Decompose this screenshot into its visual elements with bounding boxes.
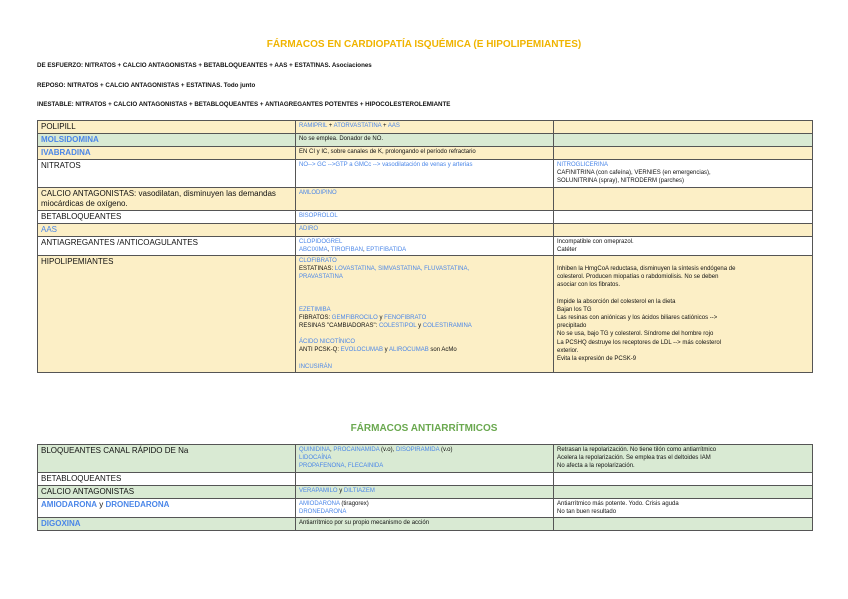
table-row — [38, 518, 813, 531]
cardio-table — [37, 120, 813, 373]
drug-name: CALCIO ANTAGONISTAS: vasodilatan, disminuyen las demandas miocárdicas de oxígeno. — [38, 187, 296, 210]
drug-name: NITRATOS — [38, 160, 296, 188]
drug-detail: BISOPROLOL — [296, 210, 554, 223]
drug-name: CALCIO ANTAGONISTAS — [38, 485, 296, 498]
drug-notes: NITROGLICERINA CAFINITRINA (con cafeína), VERNIES (en emergencias), SOLUNITRINA (spray), NITRODERM (parches) — [554, 160, 813, 188]
drug-detail — [296, 472, 554, 485]
table-row — [38, 160, 813, 188]
table-row — [38, 121, 813, 134]
section-title-antiarritmicos: FÁRMACOS ANTIARRÍTMICOS — [350, 423, 498, 434]
table-row — [38, 134, 813, 147]
intro-esfuerzo: DE ESFUERZO: NITRATOS + CALCIO ANTAGONISTAS + BETABLOQUEANTES + AAS + ESTATINAS. Asociaciones — [37, 62, 372, 69]
intro-reposo: REPOSO: NITRATOS + CALCIO ANTAGONISTAS + ESTATINAS. Todo junto — [37, 82, 256, 89]
drug-name: HIPOLIPEMIANTES — [38, 256, 296, 373]
table-row — [38, 210, 813, 223]
drug-notes — [554, 187, 813, 210]
table-row — [38, 498, 813, 517]
drug-notes: Antiarrítmico más potente. Yodo. Crisis aguda No tan buen resultado — [554, 498, 813, 517]
drug-name: BETABLOQUEANTES — [38, 472, 296, 485]
drug-detail: VERAPAMILO y DILTIAZEM — [296, 485, 554, 498]
table-row — [38, 485, 813, 498]
drug-notes — [554, 518, 813, 531]
drug-detail: QUINIDINA, PROCAINAMIDA (v.o), DISOPIRAMIDA (v.o) LIDOCAÍNA PROPAFENONA, FLECAINIDA — [296, 445, 554, 473]
drug-notes — [554, 223, 813, 236]
intro-inestable: INESTABLE: NITRATOS + CALCIO ANTAGONISTAS + BETABLOQUEANTES + ANTIAGREGANTES POTENTES + HIPOCOLESTEROLEMIANTE — [37, 101, 451, 108]
table-row — [38, 187, 813, 210]
table-row — [38, 236, 813, 255]
drug-notes — [554, 147, 813, 160]
drug-detail: AMLODIPINO — [296, 187, 554, 210]
drug-name: DIGOXINA — [38, 518, 296, 531]
drug-name: BETABLOQUEANTES — [38, 210, 296, 223]
drug-detail: CLOFIBRATO ESTATINAS: LOVASTATINA, SIMVASTATINA, FLUVASTATINA, PRAVASTATINA EZETIMIBA FIBRATOS: GEMFIBROCILO y FENOFIBRATO RESINAS "CAMBIADORAS": COLESTIPOL y COLESTIRAMINA ÁCIDO NICOTÍNICO ANTI PCSK-Q: EVOLOCUMAB y ALIROCUMAB son AcMo INCUSIRÁN — [296, 256, 554, 373]
drug-name: AAS — [38, 223, 296, 236]
drug-detail: No se emplea. Donador de NO. — [296, 134, 554, 147]
drug-name: POLIPILL — [38, 121, 296, 134]
drug-notes — [554, 485, 813, 498]
drug-notes — [554, 210, 813, 223]
drug-detail: NO--> GC -->GTP a GMCc --> vasodilatación de venas y arterias — [296, 160, 554, 188]
table-row — [38, 223, 813, 236]
table-row — [38, 147, 813, 160]
drug-notes — [554, 134, 813, 147]
page-title: FÁRMACOS EN CARDIOPATÍA ISQUÉMICA (E HIPOLIPEMIANTES) — [266, 39, 582, 50]
table-row — [38, 472, 813, 485]
table-row — [38, 256, 813, 373]
drug-name: ANTIAGREGANTES /ANTICOAGULANTES — [38, 236, 296, 255]
drug-notes: Incompatible con omeprazol. Catéter — [554, 236, 813, 255]
drug-notes — [554, 472, 813, 485]
drug-notes — [554, 121, 813, 134]
drug-name: IVABRADINA — [38, 147, 296, 160]
drug-name: MOLSIDOMINA — [38, 134, 296, 147]
drug-detail: EN CI y IC, sobre canales de K, prolongando el período refractario — [296, 147, 554, 160]
drug-name: AMIODARONA y DRONEDARONA — [38, 498, 296, 517]
drug-detail: Antiarrítmico por su propio mecanismo de acción — [296, 518, 554, 531]
antiarrhythmic-table — [37, 444, 813, 531]
drug-name: BLOQUEANTES CANAL RÁPIDO DE Na — [38, 445, 296, 473]
drug-detail: ADIRO — [296, 223, 554, 236]
drug-detail: CLOPIDOGREL ABCIXIMA, TIROFIBAN, EPTIFIBATIDA — [296, 236, 554, 255]
drug-detail: AMIODARONA (tiragorex) DRONEDARONA — [296, 498, 554, 517]
table-row — [38, 445, 813, 473]
drug-notes: Inhiben la HmgCoA reductasa, disminuyen la síntesis endógena de colesterol. Producen miopatías o rabdomiolisis. No se deben asociar con los fibratos. Impide la absorción del colesterol en la dieta Bajan los TG Las resinas con aniónicas y los ácidos biliares catiónicos --> precipitado No se usa, bajo TG y colesterol. Síndrome del hombre rojo La PCSHQ destruye los receptores de LDL --> más colesterol exterior. Evita la expresión de PCSK-9 — [554, 256, 813, 373]
drug-notes: Retrasan la repolarización. No tiene tilón como antiarrítmico Acelera la repolarización. Se emplea tras el deltoides IAM No afecta a la repolarización. — [554, 445, 813, 473]
drug-detail: RAMIPRIL + ATORVASTATINA + AAS — [296, 121, 554, 134]
